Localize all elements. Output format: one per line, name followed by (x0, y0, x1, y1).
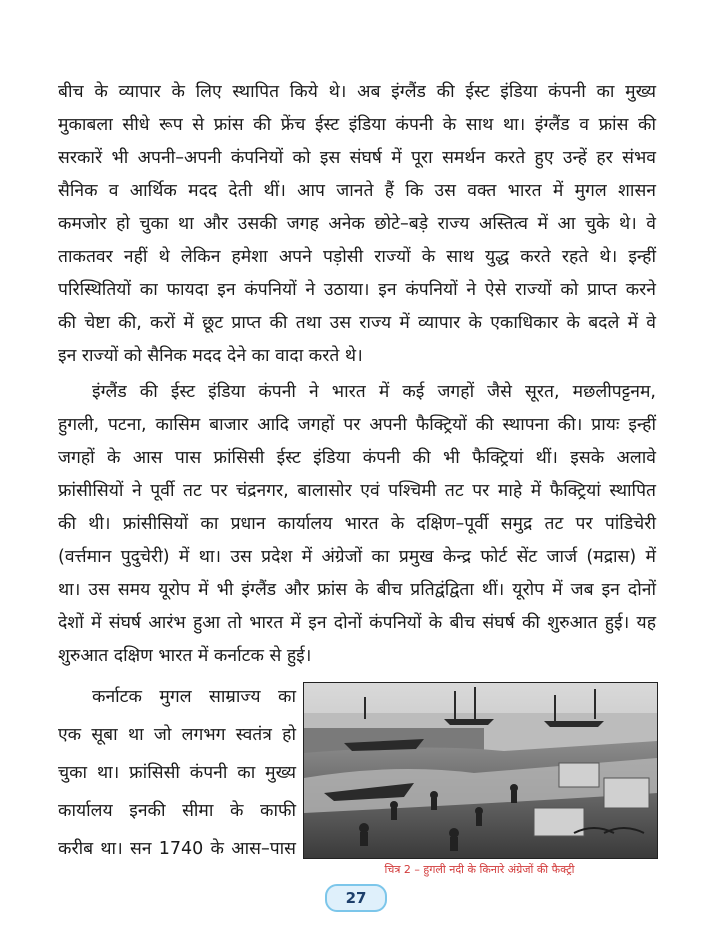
text-line: कमजोर हो चुका था और उसकी जगह अनेक छोटे–बड़े राज्य अस्तित्व में आ चुके थे। वे (58, 214, 656, 234)
page-number-badge (325, 884, 387, 912)
text-line: सैनिक व आर्थिक मदद देती थीं। आप जानते हैं कि उस वक्त भारत में मुगल शासन (58, 181, 656, 201)
text-line: इंग्लैंड की ईस्ट इंडिया कंपनी ने भारत में कई जगहों जैसे सूरत, मछलीपट्टनम, (92, 382, 656, 402)
text-line: ताकतवर नहीं थे लेकिन हमेशा अपने पड़ोसी राज्यों के साथ युद्ध करते रहते थे। इन्हीं (58, 247, 656, 267)
text-line: शुरुआत दक्षिण भारत में कर्नाटक से हुई। (58, 646, 312, 666)
text-line: सरकारें भी अपनी–अपनी कंपनियों को इस संघर्ष में पूरा समर्थन करते हुए उन्हें हर संभव (58, 148, 656, 168)
text-line: था। उस समय यूरोप में भी इंग्लैंड और फ्रांस के बीच प्रतिद्वंद्विता थीं। यूरोप में जब इन दोनों (58, 580, 656, 600)
text-line: एक सूबा था जो लगभग स्वतंत्र हो (58, 725, 296, 745)
text-line: चुका था। फ्रांसिसी कंपनी का मुख्य (58, 763, 296, 783)
text-line: इन राज्यों को सैनिक मदद देने का वादा करते थे। (58, 346, 363, 366)
hooghly-factory-photo (303, 682, 658, 859)
text-line: (वर्त्तमान पुदुचेरी) में था। उस प्रदेश में अंग्रेजों का प्रमुख केन्द्र फोर्ट सेंट जार्ज (मद्रास) में (58, 547, 656, 567)
text-line: परिस्थितियों का फायदा इन कंपनियों ने उठाया। इन कंपनियों ने ऐसे राज्यों को प्राप्त करने (58, 280, 656, 300)
text-line: की थी। फ्रांसीसियों का प्रधान कार्यालय भारत के दक्षिण–पूर्वी समुद्र तट पर पांडिचेरी (58, 514, 656, 534)
text-line: फ्रांसीसियों ने पूर्वी तट पर चंद्रनगर, बालासोर एवं पश्चिमी तट पर माहे में फैक्ट्रियां स्थापित (58, 481, 656, 501)
text-line: हुगली, पटना, कासिम बाजार आदि जगहों पर अपनी फैक्ट्रियों की स्थापना की। प्रायः इन्हीं (58, 415, 656, 435)
text-line: जगहों के आस पास फ्रांसिसी ईस्ट इंडिया कंपनी की भी फैक्ट्रियां थीं। इसके अलावे (58, 448, 656, 468)
text-line: कर्नाटक मुगल साम्राज्य का (92, 687, 296, 707)
text-line: कार्यालय इनकी सीमा के काफी (58, 801, 296, 821)
text-line: बीच के व्यापार के लिए स्थापित किये थे। अब इंग्लैंड की ईस्ट इंडिया कंपनी का मुख्य (58, 82, 656, 102)
figure-caption: चित्र 2 – हुगली नदी के किनारे अंग्रेजों की फैक्ट्री (384, 863, 575, 876)
text-line: मुकाबला सीधे रूप से फ्रांस की फ्रेंच ईस्ट इंडिया कंपनी के साथ था। इंग्लैंड व फ्रांस की (58, 115, 656, 135)
text-line: करीब था। सन 1740 के आस–पास (58, 839, 296, 859)
photo-illustration (304, 683, 657, 858)
page-number: 27 (345, 889, 367, 907)
text-line: देशों में संघर्ष आरंभ हुआ तो भारत में इन दोनों कंपनियों के बीच संघर्ष की शुरुआत हुई। यह (58, 613, 656, 633)
text-line: की चेष्टा की, करों में छूट प्राप्त की तथा उस राज्य में व्यापार के एकाधिकार के बदले में वे (58, 313, 656, 333)
